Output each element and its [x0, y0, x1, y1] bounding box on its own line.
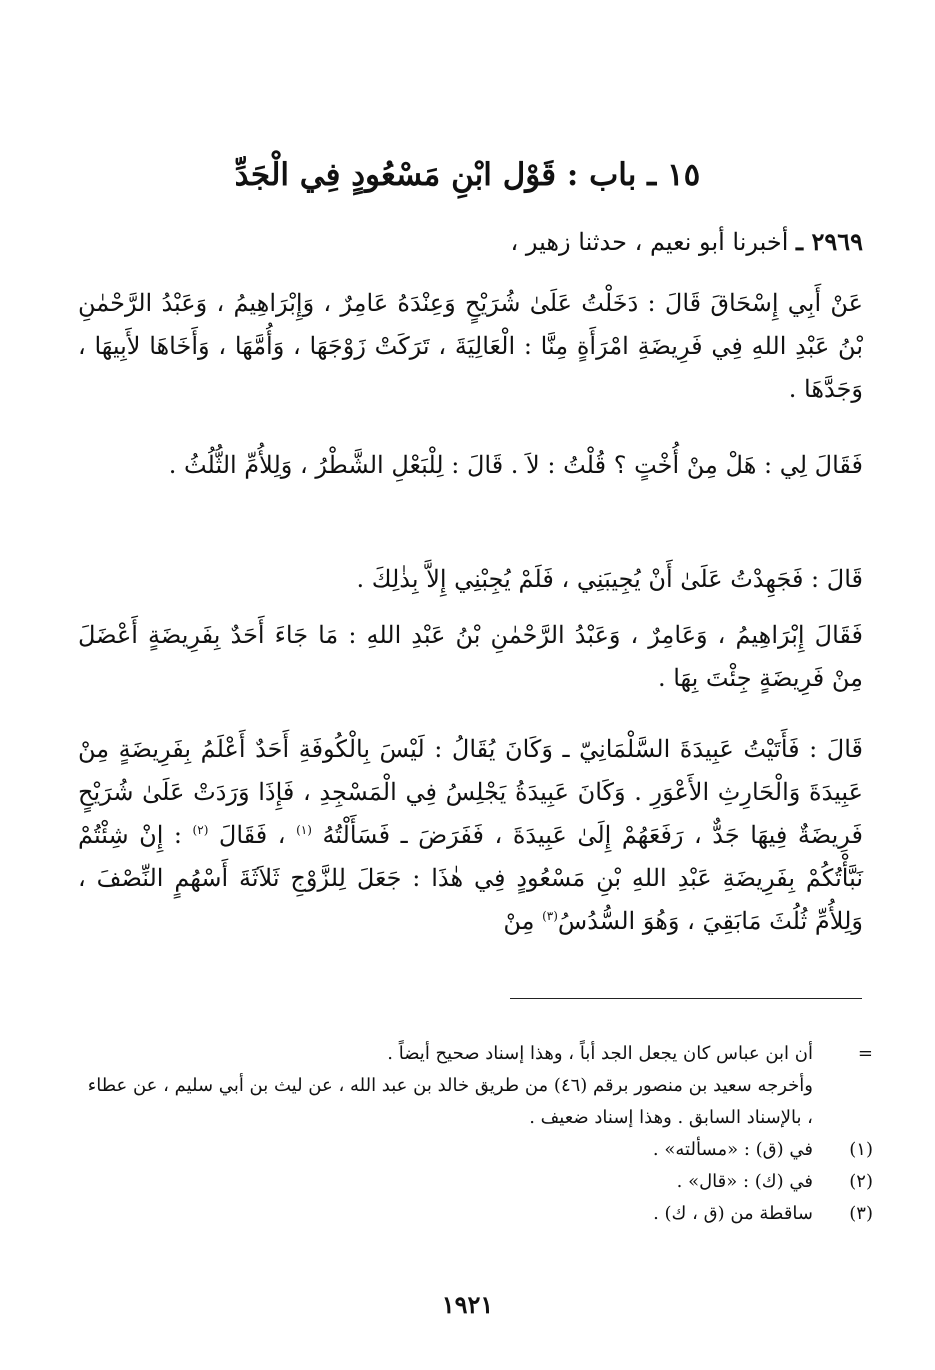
- footnote-item: [78, 1198, 873, 1230]
- footnote-text: في (ق) : «مسألته» .: [652, 1139, 813, 1160]
- footnote-text: في (ك) : «قال» .: [676, 1171, 813, 1192]
- continuation-mark: =: [857, 1043, 873, 1064]
- footnote-item: [78, 1134, 873, 1166]
- footnotes: [78, 1038, 873, 1230]
- footnote-number: (١): [849, 1139, 873, 1160]
- footnote-item: [78, 1166, 873, 1198]
- chapter-title: ١٥ ـ باب : قَوْل ابْنِ مَسْعُودٍ فِي الْجَدِّ: [234, 157, 701, 193]
- hadith-number: ٢٩٦٩ ـ: [796, 227, 863, 256]
- paragraph-1: عَنْ أَبِي إِسْحَاقَ قَالَ : دَخَلْتُ عَلَىٰ شُرَيْحٍ وَعِنْدَهُ عَامِرٌ ، وَإِبْرَاهِيمُ ، وَعَبْدُ الرَّحْمٰنِ بْنُ عَبْدِ اللهِ فِي فَرِيضَةِ امْرَأَةٍ مِنَّا : الْعَالِيَةَ ، تَرَكَتْ زَوْجَهَا ، وَأُمَّهَا ، وَأَخَاهَا لأَبِيهَا ، وَجَدَّهَا .: [78, 289, 863, 403]
- hadith-chain: أخبرنا أبو نعيم ، حدثنا زهير ،: [510, 228, 789, 256]
- paragraph-4: فَقَالَ إِبْرَاهِيمُ ، وَعَامِرٌ ، وَعَبْدُ الرَّحْمٰنِ بْنُ عَبْدِ اللهِ : مَا جَاءَ أَحَدٌ بِفَرِيضَةٍ أَعْضَلَ مِنْ فَرِيضَةٍ جِئْتَ بِهَا .: [78, 621, 863, 692]
- footnote-ref-1: (١): [296, 823, 312, 837]
- hadith-header: [78, 222, 863, 262]
- footnote-separator: [510, 998, 862, 999]
- paragraph-5-part-d: مِنْ: [503, 907, 535, 935]
- footnote-continuation-line: وأخرجه سعيد بن منصور برقم (٤٦) من طريق خالد بن عبد الله ، عن ليث بن أبي سليم ، عن عطاء ، بالإسناد السابق . وهذا إسناد ضعيف .: [87, 1075, 813, 1128]
- paragraph-3: قَالَ : فَجَهِدْتُ عَلَىٰ أَنْ يُجِيبَنِي ، فَلَمْ يُجِبْنِي إِلاَّ بِذٰلِكَ .: [356, 565, 863, 593]
- paragraph-5-part-a: قَالَ : فَأَتَيْتُ عَبِيدَةَ السَّلْمَانِيّ ـ وَكَانَ يُقَالُ : لَيْسَ بِالْكُوفَةِ أَحَدٌ أَعْلَمُ بِفَرِيضَةٍ مِنْ عَبِيدَةَ وَالْحَارِثِ الأَعْوَرِ . وَكَانَ عَبِيدَةُ يَجْلِسُ فِي الْمَسْجِدِ ، فَإِذَا وَرَدَتْ عَلَىٰ شُرَيْحٍ فَرِيضَةٌ فِيهَا جَدٌّ ، رَفَعَهُمْ إِلَىٰ عَبِيدَةَ ، فَفَرَضَ ـ فَسَأَلْتُهُ: [78, 735, 863, 849]
- footnote-text: ساقطة من (ق ، ك) .: [653, 1203, 813, 1224]
- paragraph-2: فَقَالَ لِي : هَلْ مِنْ أُخْتٍ ؟ قُلْتُ : لاَ . قَالَ : لِلْبَعْلِ الشَّطْرُ ، وَلِلأُمِّ الثُّلُثُ .: [168, 451, 863, 479]
- paragraph-5-part-b: ، فَقَالَ: [218, 821, 286, 849]
- footnote-continuation-line: أن ابن عباس كان يجعل الجد أباً ، وهذا إسناد صحيح أيضاً .: [387, 1043, 813, 1064]
- paragraph-5-part-c: : إِنْ شِئْتُمْ نَبَّأْتُكُمْ بِفَرِيضَةِ عَبْدِ اللهِ بْنِ مَسْعُودٍ فِي هٰذَا : جَعَلَ لِلزَّوْجِ ثَلاَثَةَ أَسْهُمٍ النِّصْفَ ، وَلِلأُمِّ ثُلُثَ مَابَقِيَ ، وَهُوَ السُّدُسُ: [78, 821, 863, 935]
- footnote-continuation: [78, 1038, 873, 1134]
- footnote-number: (٢): [849, 1171, 873, 1192]
- paragraph-5: [78, 728, 863, 943]
- footnote-ref-2: (٢): [192, 823, 209, 837]
- footnote-ref-3: (٣): [542, 909, 558, 923]
- footnote-number: (٣): [849, 1203, 873, 1224]
- page-number: ١٩٢١: [441, 1290, 494, 1319]
